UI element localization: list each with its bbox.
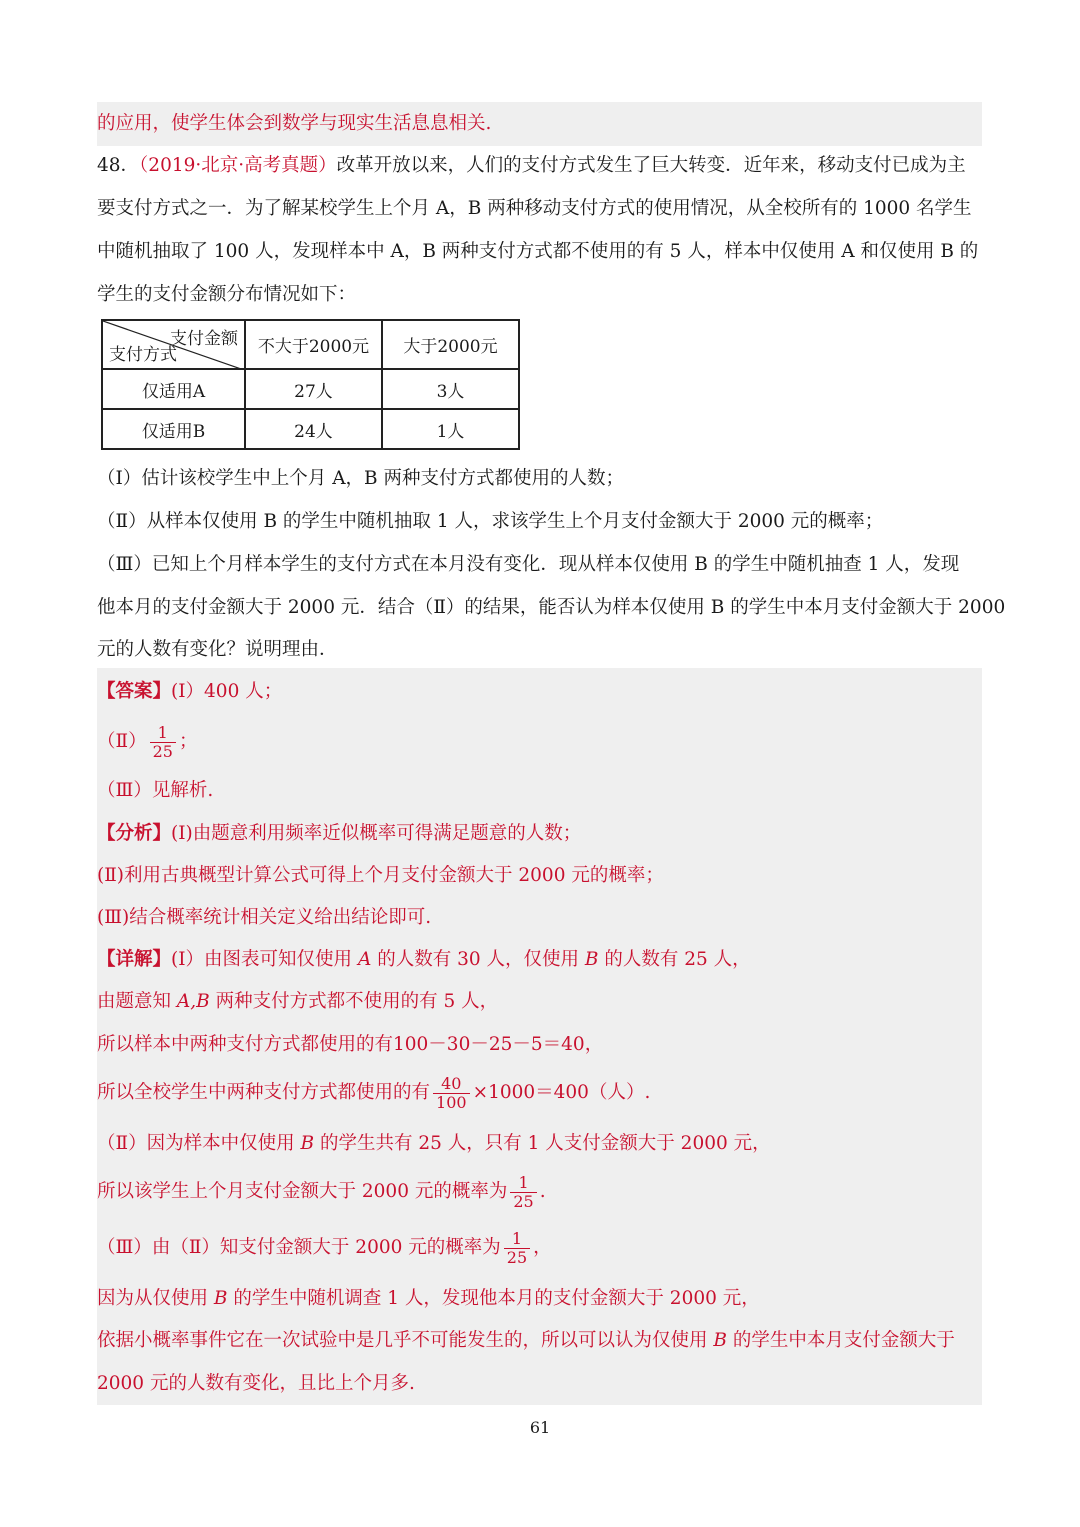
variable-b: B — [713, 1330, 727, 1351]
detail-text: (Ⅰ）由图表可知仅使用 — [171, 949, 358, 970]
detail-text: 因为从仅使用 — [97, 1288, 214, 1309]
answer-fraction — [150, 724, 176, 761]
detail-line-5 — [97, 1132, 982, 1156]
variable-a: A — [357, 949, 372, 970]
detail-line-7 — [97, 1226, 982, 1270]
question-3-line-1: （Ⅲ）已知上个月样本学生的支付方式在本月没有变化．现从样本仅使用 B 的学生中随机抽查 1 人，发现 — [97, 554, 960, 575]
answer-line-3: （Ⅲ）见解析. — [97, 780, 214, 801]
table-corner-cell — [102, 320, 245, 369]
detail-text: 依据小概率事件它在一次试验中是几乎不可能发生的，所以可以认为仅使用 — [97, 1330, 714, 1351]
fraction-numerator: 1 — [157, 722, 168, 742]
answer-line-2 — [97, 720, 982, 764]
detail-text: 由题意知 — [97, 991, 177, 1012]
analysis-text: (Ⅰ)由题意利用频率近似概率可得满足题意的人数； — [171, 823, 582, 844]
answer-part-2-suffix: ； — [178, 731, 198, 752]
fraction-1-over-25 — [510, 1174, 536, 1211]
corner-header-amount: 支付金额 — [170, 329, 238, 349]
detail-text: ， — [533, 1237, 552, 1258]
table-cell: 3人 — [382, 369, 519, 409]
variable-b: B — [584, 949, 599, 970]
variable-ab: A,B — [176, 991, 210, 1012]
detail-line-6 — [97, 1170, 982, 1214]
variable-b: B — [300, 1133, 315, 1154]
corner-header-method: 支付方式 — [109, 345, 177, 365]
analysis-line-2: (Ⅱ)利用古典概型计算公式可得上个月支付金额大于 2000 元的概率； — [97, 865, 664, 886]
detail-text: 所以该学生上个月支付金额大于 2000 元的概率为 — [97, 1181, 508, 1202]
question-3-line-2: 他本月的支付金额大于 2000 元．结合（Ⅱ）的结果，能否认为样本仅使用 B 的学生中本月支付金额大于 2000 — [97, 597, 1006, 618]
variable-b: B — [213, 1288, 228, 1309]
detail-text: 的学生中随机调查 1 人，发现他本月的支付金额大于 2000 元， — [227, 1288, 760, 1309]
analysis-line-1 — [97, 822, 982, 846]
detail-text: （Ⅱ）因为样本中仅使用 — [97, 1133, 301, 1154]
detail-line-1 — [97, 948, 982, 972]
row-header: 仅适用A — [102, 369, 245, 409]
detail-tag: 【详解】 — [97, 949, 172, 970]
answer-part-1: (Ⅰ）400 人； — [171, 681, 283, 702]
detail-text: 两种支付方式都不使用的有 5 人， — [209, 991, 499, 1012]
detail-line-10: 2000 元的人数有变化，且比上个月多. — [97, 1373, 415, 1394]
question-2: （Ⅱ）从样本仅使用 B 的学生中随机抽取 1 人，求该学生上个月支付金额大于 2000 元的概率； — [97, 511, 884, 532]
answer-line-1 — [97, 680, 982, 704]
detail-line-8 — [97, 1287, 982, 1311]
detail-line-9 — [97, 1329, 982, 1353]
problem-stem-line-3: 中随机抽取了 100 人，发现样本中 A，B 两种支付方式都不使用的有 5 人，样本中仅使用 A 和仅使用 B 的 — [97, 241, 979, 262]
previous-solution-tail: 的应用，使学生体会到数学与现实生活息息相关. — [97, 113, 492, 134]
fraction-40-over-100 — [433, 1075, 470, 1112]
column-header: 不大于2000元 — [245, 320, 382, 369]
fraction-numerator: 40 — [441, 1073, 462, 1093]
answer-tag: 【答案】 — [97, 681, 172, 702]
page-number: 61 — [529, 1418, 551, 1437]
detail-line-4 — [97, 1071, 982, 1115]
detail-text: 的人数有 25 人， — [598, 949, 751, 970]
answer-part-2-label: （Ⅱ） — [97, 731, 147, 752]
detail-line-3: 所以样本中两种支付方式都使用的有100－30－25－5＝40， — [97, 1034, 604, 1055]
row-header: 仅适用B — [102, 409, 245, 449]
table-cell: 24人 — [245, 409, 382, 449]
problem-source: （2019·北京·高考真题） — [139, 155, 337, 176]
fraction-1-over-25 — [504, 1230, 530, 1267]
table-cell: 27人 — [245, 369, 382, 409]
detail-text: 所以全校学生中两种支付方式都使用的有 — [97, 1082, 431, 1103]
detail-text: 的人数有 30 人，仅使用 — [371, 949, 585, 970]
payment-distribution-table — [101, 319, 520, 450]
problem-stem-line-1 — [97, 154, 982, 178]
detail-text: . — [539, 1181, 546, 1202]
detail-text: 的学生中本月支付金额大于 — [727, 1330, 955, 1351]
table-cell: 1人 — [382, 409, 519, 449]
fraction-numerator: 1 — [511, 1228, 523, 1248]
analysis-line-3: (Ⅲ)结合概率统计相关定义给出结论即可. — [97, 907, 432, 928]
problem-stem-line-2: 要支付方式之一．为了解某校学生上个月 A，B 两种移动支付方式的使用情况，从全校所有的 1000 名学生 — [97, 198, 972, 219]
stem-text: 改革开放以来，人们的支付方式发生了巨大转变．近年来，移动支付已成为主 — [336, 155, 966, 176]
fraction-denominator: 25 — [150, 742, 176, 761]
fraction-denominator: 25 — [510, 1192, 536, 1211]
detail-line-2 — [97, 990, 982, 1014]
detail-text: ×1000＝400（人）. — [472, 1082, 651, 1103]
question-3-line-3: 元的人数有变化？说明理由． — [97, 639, 338, 660]
fraction-denominator: 100 — [433, 1093, 470, 1112]
question-1: （Ⅰ）估计该校学生中上个月 A，B 两种支付方式都使用的人数； — [97, 468, 625, 489]
fraction-numerator: 1 — [518, 1172, 529, 1192]
table-row — [102, 369, 519, 409]
problem-number: 48． — [97, 155, 140, 176]
problem-stem-line-4: 学生的支付金额分布情况如下： — [97, 284, 357, 305]
column-header: 大于2000元 — [382, 320, 519, 369]
detail-text: （Ⅲ）由（Ⅱ）知支付金额大于 2000 元的概率为 — [97, 1237, 501, 1258]
fraction-denominator: 25 — [504, 1248, 530, 1267]
detail-text: 的学生共有 25 人，只有 1 人支付金额大于 2000 元， — [314, 1133, 771, 1154]
analysis-tag: 【分析】 — [97, 823, 172, 844]
table-row — [102, 409, 519, 449]
